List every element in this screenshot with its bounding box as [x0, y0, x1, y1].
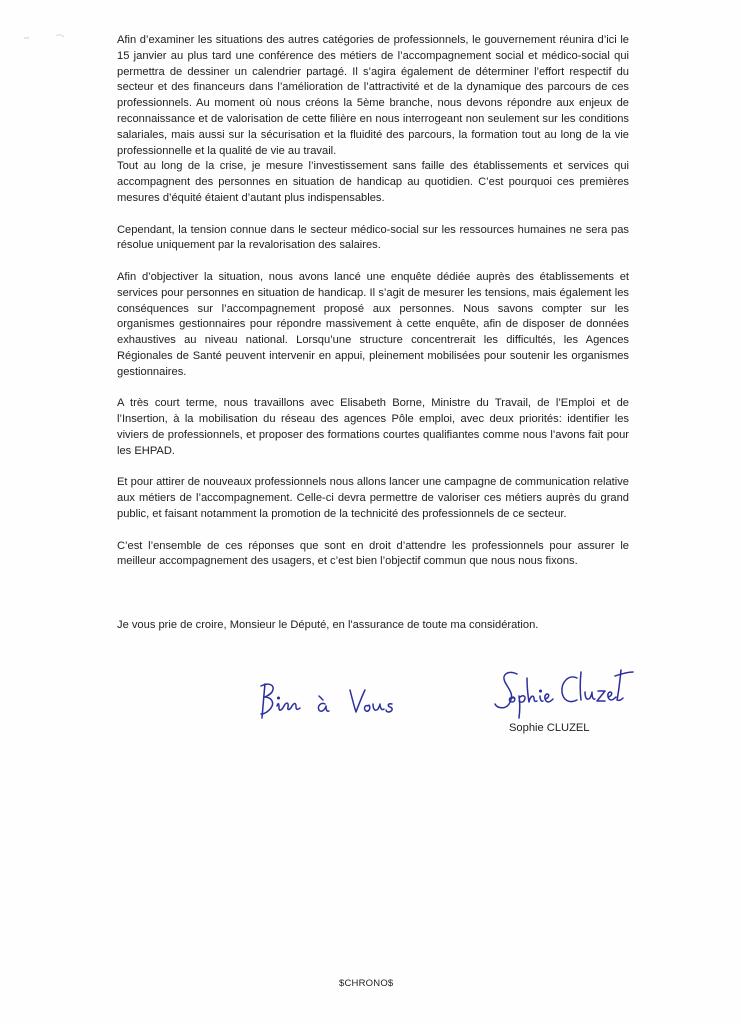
closing-formula: Je vous prie de croire, Monsieur le Député, en l'assurance de toute ma considération.	[117, 619, 539, 631]
scan-mark	[22, 30, 72, 42]
letter-body	[117, 33, 629, 570]
signer-name: Sophie CLUZEL	[509, 722, 590, 734]
paragraph-crisis: Tout au long de la crise, je mesure l’investissement sans faille des établissements et services qui accompagnent des personnes en situation de handicap au quotidien. C’est pourquoi ces premières mesures d’équité étaient d’autant plus indispensables.	[117, 160, 629, 204]
paragraph-conference: Afin d’examiner les situations des autres catégories de professionnels, le gouvernement réunira d’ici le 15 janvier au plus tard une conférence des métiers de l’accompagnement social et médico-social qui permettra de dessiner un calendrier partagé. Il s’agira également de déterminer l’effort respectif du secteur et des financeurs dans l’amélioration de l’attractivité et de la dynamique des parcours de ces professionnels. Au moment où nous créons la 5ème branche, nous devons répondre aux enjeux de reconnaissance et de valorisation de cette filière en nous interrogeant non seulement sur les conditions salariales, mais aussi sur la sécurisation et la fluidité des parcours, la formation tout au long de la vie professionnelle et la qualité de vie au travail.	[117, 34, 629, 157]
paragraph-short-term: A très court terme, nous travaillons avec Elisabeth Borne, Ministre du Travail, de l’Emploi et de l’Insertion, à la mobilisation du réseau des agences Pôle emploi, avec deux priorités: identifier les viviers de professionnels, et proposer des formations courtes qualifiantes comme nous l’avons fait pour les EHPAD.	[117, 397, 629, 457]
handwritten-signature	[487, 664, 637, 726]
paragraph-campaign: Et pour attirer de nouveaux professionnels nous allons lancer une campagne de communication relative aux métiers de l’accompagnement. Celle-ci devra permettre de valoriser ces métiers auprès du grand public, et faisant notamment la promotion de la technicité des professionnels de ce secteur.	[117, 476, 629, 520]
footer-code: $CHRONO$	[339, 978, 394, 989]
handwritten-salutation	[255, 676, 405, 726]
paragraph-survey: Afin d’objectiver la situation, nous avons lancé une enquête dédiée auprès des établissements et services pour personnes en situation de handicap. Il s’agit de mesurer les tensions, mais également les conséquences sur l’accompagnement proposé aux personnes. Nous savons compter sur les organismes gestionnaires pour répondre massivement à cette enquête, afin de disposer de données exhaustives au niveau national. Lorsqu’une structure concentrerait les difficultés, les Agences Régionales de Santé peuvent intervenir en appui, pleinement mobilisées pour soutenir les organismes gestionnaires.	[117, 270, 629, 378]
paragraph-conclusion: C’est l’ensemble de ces réponses que sont en droit d’attendre les professionnels pour assurer le meilleur accompagnement des usagers, et c’est bien l’objectif commun que nous nous fixons.	[117, 539, 629, 568]
paragraph-tension: Cependant, la tension connue dans le secteur médico-social sur les ressources humaines ne sera pas résolue uniquement par la revalorisation des salaires.	[117, 223, 629, 252]
